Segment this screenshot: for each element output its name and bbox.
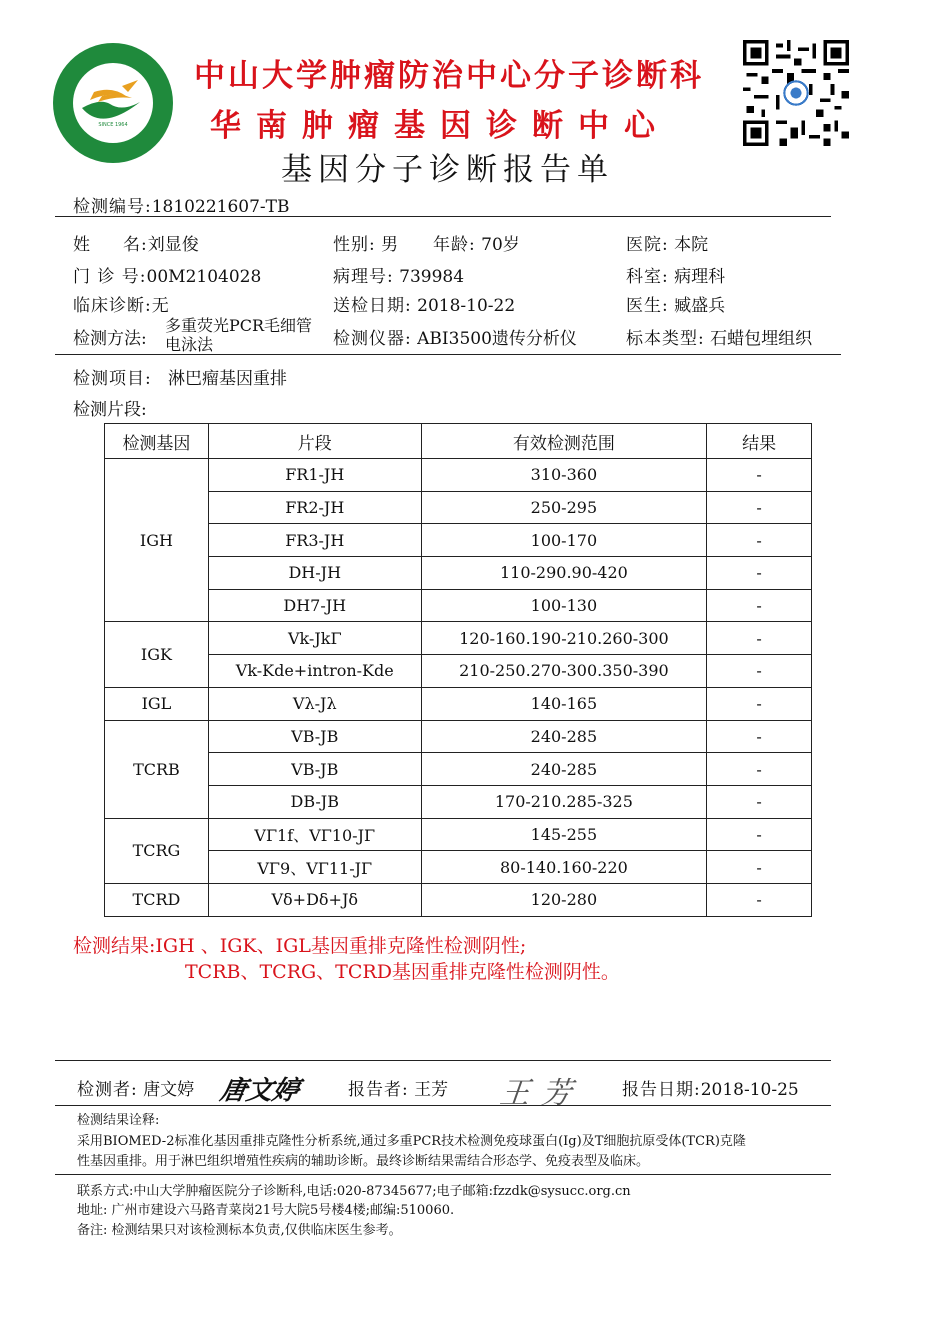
diagnosis-label: 临床诊断: (73, 296, 152, 316)
range-cell: 240-285 (421, 753, 707, 786)
divider (55, 1105, 831, 1106)
doctor-value: 臧盛兵 (674, 296, 726, 316)
tester-name: 唐文婷 (143, 1080, 195, 1100)
header-range: 有效检测范围 (421, 424, 707, 459)
document-title: 基因分子诊断报告单 (281, 152, 614, 188)
report-date-value: 2018-10-25 (700, 1080, 799, 1100)
tester-label: 检测者: (77, 1080, 138, 1100)
table-row (105, 524, 812, 557)
divider (55, 354, 841, 355)
table-row (105, 883, 812, 916)
segment-cell: FR3-JH (208, 524, 421, 557)
tester-signature: 唐文婷 (217, 1076, 302, 1106)
test-method-value-line2: 电泳法 (165, 335, 214, 354)
range-cell: 100-170 (421, 524, 707, 557)
gene-cell: IGL (105, 687, 209, 720)
test-item-label: 检测项目: (73, 369, 152, 389)
clinic-number-value: 00M2104028 (146, 267, 262, 287)
segment-cell: Vk-Kde+intron-Kde (208, 655, 421, 688)
range-cell: 120-160.190-210.260-300 (421, 622, 707, 655)
patient-name (73, 230, 199, 255)
doctor-label: 医生: (626, 296, 669, 316)
report-number-label: 检测编号: (73, 197, 152, 217)
department-label: 科室: (626, 267, 669, 287)
result-cell: - (707, 753, 812, 786)
hospital (626, 230, 708, 255)
result-cell: - (707, 818, 812, 851)
header-segment: 片段 (208, 424, 421, 459)
clinic-number-label: 门 诊 号: (73, 267, 147, 287)
patient-gender (333, 230, 398, 255)
instrument-label: 检测仪器: (333, 329, 412, 349)
range-cell: 100-130 (421, 589, 707, 622)
contact-line3: 备注: 检测结果只对该检测标本负责,仅供临床医生参考。 (77, 1223, 402, 1238)
age-value: 70岁 (481, 235, 520, 255)
segment-cell: VΓ9、VΓ11-JΓ (208, 851, 421, 884)
segment-cell: FR2-JH (208, 491, 421, 524)
pathology-number-label: 病理号: (333, 267, 394, 287)
gene-cell: IGH (105, 459, 209, 622)
department-value: 病理科 (674, 267, 726, 287)
range-cell: 170-210.285-325 (421, 785, 707, 818)
gene-cell: TCRB (105, 720, 209, 818)
segment-cell: VB-JB (208, 753, 421, 786)
table-row (105, 491, 812, 524)
gene-cell: TCRG (105, 818, 209, 883)
table-row (105, 818, 812, 851)
table-row (105, 459, 812, 492)
interpretation-line2: 性基因重排。用于淋巴组织增殖性疾病的辅助诊断。最终诊断结果需结合形态学、免疫表型及临床。 (77, 1154, 650, 1169)
result-cell: - (707, 720, 812, 753)
range-cell: 145-255 (421, 818, 707, 851)
table-row (105, 753, 812, 786)
segment-cell: Vk-JkΓ (208, 622, 421, 655)
range-cell: 120-280 (421, 883, 707, 916)
patient-name-value: 刘显俊 (147, 235, 199, 255)
segments-label: 检测片段: (73, 400, 147, 420)
result-cell: - (707, 785, 812, 818)
gender-value: 男 (381, 235, 399, 255)
test-method-label: 检测方法: (73, 329, 147, 349)
qr-code (743, 40, 849, 146)
segment-cell: FR1-JH (208, 459, 421, 492)
result-cell: - (707, 851, 812, 884)
test-item-value: 淋巴瘤基因重排 (167, 369, 287, 389)
segment-cell: VB-JB (208, 720, 421, 753)
result-cell: - (707, 589, 812, 622)
diagnosis-value: 无 (151, 296, 169, 316)
test-method-value-line1: 多重荧光PCR毛细管 (165, 316, 313, 335)
range-cell: 250-295 (421, 491, 707, 524)
result-cell: - (707, 687, 812, 720)
org-name-line1: 中山大学肿瘤防治中心分子诊断科 (194, 58, 704, 94)
test-method-value (165, 316, 312, 354)
interpretation-title: 检测结果诠释: (77, 1113, 160, 1128)
range-cell: 110-290.90-420 (421, 557, 707, 590)
specimen-type (626, 324, 812, 349)
result-cell: - (707, 524, 812, 557)
header-gene: 检测基因 (105, 424, 209, 459)
reporter-name: 王芳 (414, 1080, 449, 1100)
report-number (73, 192, 289, 217)
segment-cell: DB-JB (208, 785, 421, 818)
range-cell: 310-360 (421, 459, 707, 492)
pathology-number (333, 262, 464, 287)
table-row (105, 785, 812, 818)
test-item (73, 364, 287, 389)
patient-age (433, 230, 520, 255)
submit-date-value: 2018-10-22 (417, 296, 516, 316)
segment-cell: Vλ-Jλ (208, 687, 421, 720)
table-row (105, 720, 812, 753)
divider (55, 216, 831, 217)
logo-since-text: SINCE 1964 (98, 122, 128, 128)
table-row (105, 622, 812, 655)
range-cell: 210-250.270-300.350-390 (421, 655, 707, 688)
age-label: 年龄: (433, 235, 476, 255)
hospital-label: 医院: (626, 235, 669, 255)
result-cell: - (707, 491, 812, 524)
results-table (104, 423, 812, 917)
gene-cell: IGK (105, 622, 209, 687)
result-cell: - (707, 622, 812, 655)
department (626, 262, 725, 287)
clinic-number (73, 262, 261, 287)
specimen-value: 石蜡包埋组织 (710, 329, 813, 349)
submit-date (333, 291, 515, 316)
table-row (105, 589, 812, 622)
conclusion-line2: TCRB、TCRG、TCRD基因重排克隆性检测阴性。 (185, 961, 620, 983)
interpretation-line1: 采用BIOMED-2标准化基因重排克隆性分析系统,通过多重PCR技术检测免疫球蛋白(Ig)及T细胞抗原受体(TCR)克隆 (77, 1134, 746, 1149)
patient-name-label: 姓 名: (73, 235, 148, 255)
clinical-diagnosis (73, 291, 169, 316)
pathology-number-value: 739984 (399, 267, 465, 287)
gene-cell: TCRD (105, 883, 209, 916)
result-cell: - (707, 655, 812, 688)
specimen-label: 标本类型: (626, 329, 705, 349)
table-row (105, 557, 812, 590)
result-cell: - (707, 557, 812, 590)
divider (55, 1174, 831, 1175)
hospital-logo (52, 42, 174, 164)
divider (55, 1060, 831, 1061)
segment-cell: VΓ1f、VΓ10-JΓ (208, 818, 421, 851)
conclusion-line1: 检测结果:IGH 、IGK、IGL基因重排克隆性检测阴性; (73, 935, 527, 957)
report-number-value: 1810221607-TB (151, 197, 290, 217)
result-cell: - (707, 883, 812, 916)
table-row (105, 655, 812, 688)
contact-line1: 联系方式:中山大学肿瘤医院分子诊断科,电话:020-87345677;电子邮箱:fzzdk@sysucc.org.cn (77, 1184, 631, 1199)
segment-cell: Vδ+Dδ+Jδ (208, 883, 421, 916)
range-cell: 240-285 (421, 720, 707, 753)
range-cell: 140-165 (421, 687, 707, 720)
result-cell: - (707, 459, 812, 492)
doctor (626, 291, 725, 316)
report-date-label: 报告日期: (622, 1080, 701, 1100)
header-result: 结果 (707, 424, 812, 459)
hospital-value: 本院 (674, 235, 709, 255)
instrument-value: ABI3500遗传分析仪 (417, 329, 577, 349)
contact-line2: 地址: 广州市建设六马路青菜岗21号大院5号楼4楼;邮编:510060. (77, 1203, 455, 1218)
range-cell: 80-140.160-220 (421, 851, 707, 884)
table-row (105, 851, 812, 884)
submit-date-label: 送检日期: (333, 296, 412, 316)
tester (77, 1075, 194, 1100)
table-header-row (105, 424, 812, 459)
instrument (333, 324, 577, 349)
segment-cell: DH7-JH (208, 589, 421, 622)
reporter-signature: 王芳 (497, 1076, 586, 1111)
gender-label: 性别: (333, 235, 376, 255)
org-name-line2: 华南肿瘤基因诊断中心 (210, 108, 670, 144)
report-date (622, 1075, 799, 1100)
reporter-label: 报告者: (348, 1080, 409, 1100)
segment-cell: DH-JH (208, 557, 421, 590)
table-row (105, 687, 812, 720)
reporter (348, 1075, 448, 1100)
